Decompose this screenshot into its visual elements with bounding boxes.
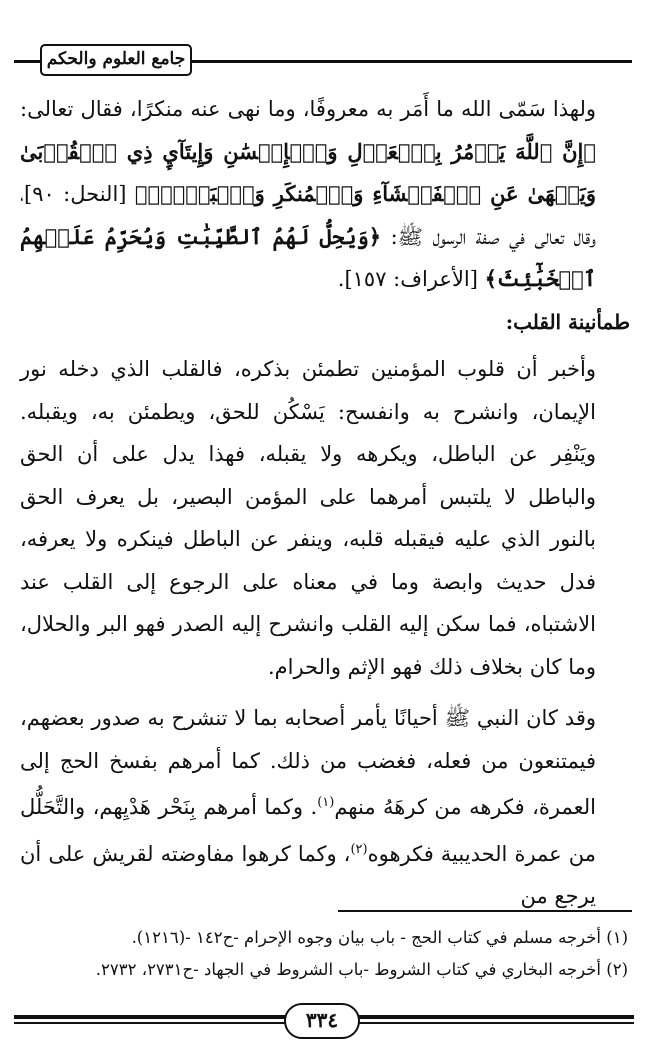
- footnote-marker[interactable]: (١): [317, 795, 335, 810]
- header-rule-left: [14, 60, 40, 63]
- verse-reference: [الأعراف: ١٥٧].: [337, 267, 478, 291]
- paragraph-text: . وكما أمرهم بِنَحْر هَدْيِهم، والتَّحَلُّل من عمرة الحديبية فكرهوه: [20, 795, 596, 866]
- paragraph-text: وأخبر أن قلوب المؤمنين تطمئن بذكره، فالقلب الذي دخله نور الإيمان، وانشرح به وانفسح: يَسْكُن للحق، ويطمئن به، ويقبله. ويَنْفِر عن الباطل، ويكرهه ولا يقبله، فهذا يدل على أن الحق والباطل لا يلتبس أمرهما على المؤمن البصير، بل يعرف الحق بالنور الذي عليه فيقبله قلبه، وينفر عن الباطل فينكره ولا يعرفه، فدل حديث وابصة وما في معناه على الرجوع إلى القلب عند الاشتباه، فما سكن إليه القلب وانشرح إليه الصدر فهو البر والحلال، وما كان بخلاف ذلك فهو الإثم والحرام.: [20, 357, 596, 679]
- footnote: (٢) أخرجه البخاري في كتاب الشروط -باب الشروط في الجهاد -ح٢٧٣١، ٢٧٣٢.: [95, 960, 628, 979]
- footnote-marker[interactable]: (٢): [350, 841, 368, 857]
- paragraph-quran-verses: [20, 88, 632, 301]
- verse-reference: [النحل: ٩٠]، وقال تعالى في صفة الرسول ﷺ:: [20, 182, 597, 249]
- running-header: جامع العلوم والحكم: [40, 44, 192, 76]
- header-rule-right: [192, 60, 632, 63]
- footnote: (١) أخرجه مسلم في كتاب الحج - باب بيان وجوه الإحرام -ح١٤٢ -(١٢١٦).: [131, 928, 628, 947]
- paragraph-text: ولهذا سَمّى الله ما أَمَر به معروفًا، وما نهى عنه منكرًا، فقال تعالى:: [20, 97, 596, 121]
- page-number: ٣٣٤: [284, 1003, 360, 1039]
- footnotes: [20, 922, 632, 986]
- paragraph-heart-tranquility: [20, 348, 632, 688]
- paragraph-text: وقد كان النبي ﷺ أحيانًا يأمر أصحابه بما لا تنشرح به صدور بعضهم، فيمتنعون من فعله، فغضب من ذلك. كما أمرهم بفسخ الحج إلى العمرة، فكرهه من كرهَهُ منهم: [20, 706, 596, 819]
- paragraph-prophet-commands: [20, 697, 632, 918]
- quran-verse-nahl: ﴿إِنَّ ٱللَّهَ يَأۡمُرُ بِٱلۡعَدۡلِ وَٱلۡإِحۡسَٰنِ وَإِيتَآيِٕ ذِي ٱلۡقُرۡبَىٰ وَيَنۡهَىٰ عَنِ ٱلۡفَحۡشَآءِ وَٱلۡمُنكَرِ وَٱلۡبَغۡيِۚ﴾: [20, 138, 596, 206]
- paragraph-text: ، وكما كرهوا مفاوضته لقريش على أن يرجع من: [20, 841, 596, 908]
- section-heading: طمأنينة القلب:: [505, 310, 630, 334]
- quran-verse-araf: ﴿وَيُحِلُّ لَهُمُ ٱلطَّيِّبَٰتِ وَيُحَرِّمُ عَلَيۡهِمُ ٱلۡخَبَٰٓئِثَ﴾: [20, 223, 596, 291]
- footnote-separator: [338, 910, 632, 912]
